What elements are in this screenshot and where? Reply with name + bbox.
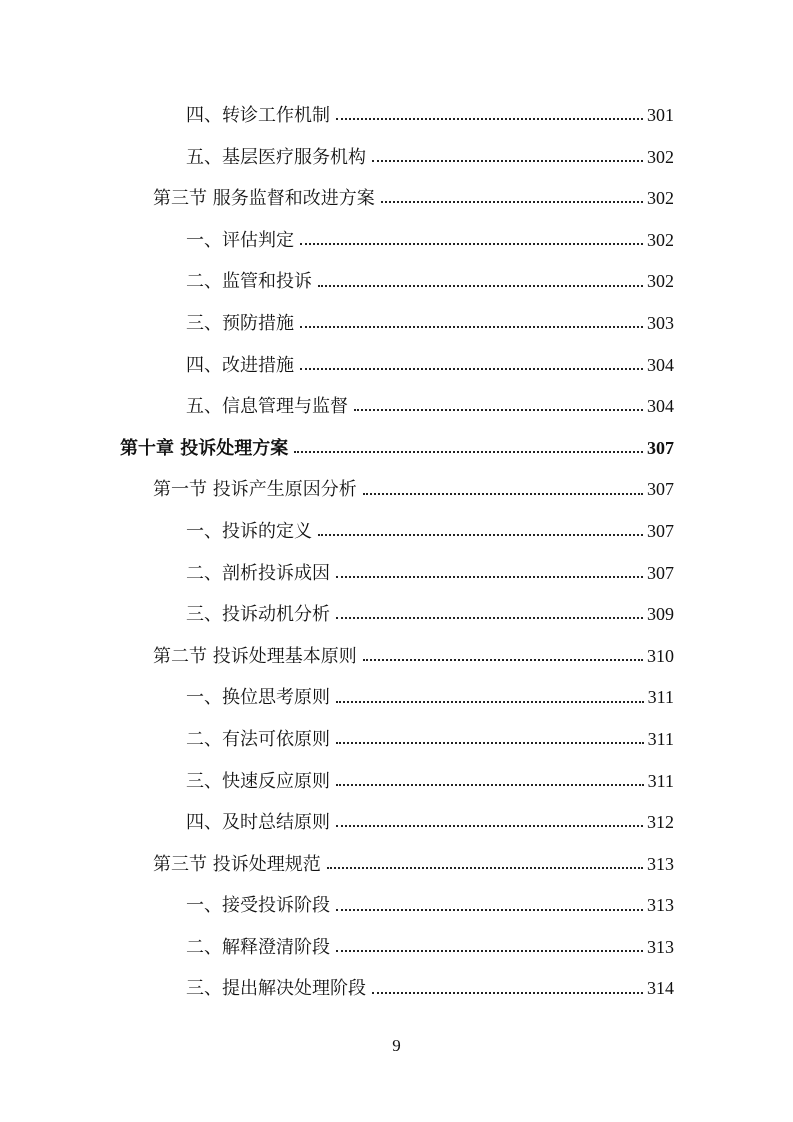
toc-dot-leader xyxy=(300,325,643,328)
toc-dot-leader xyxy=(372,991,643,994)
toc-entry-title: 四、转诊工作机制 xyxy=(186,105,330,126)
toc-dot-leader xyxy=(327,866,643,869)
toc-entry-page: 310 xyxy=(647,645,674,666)
toc-entry[interactable] xyxy=(0,428,793,470)
toc-dot-leader xyxy=(336,908,643,911)
toc-entry[interactable] xyxy=(0,511,793,553)
toc-dot-leader xyxy=(300,242,643,245)
toc-entry-page: 302 xyxy=(647,146,674,167)
toc-entry[interactable] xyxy=(0,719,793,761)
toc-entry[interactable] xyxy=(0,469,793,511)
toc-entry-title: 三、预防措施 xyxy=(186,312,294,334)
toc-dot-leader xyxy=(372,159,643,162)
toc-dot-leader xyxy=(363,658,643,661)
toc-entry[interactable] xyxy=(0,137,793,179)
toc-entry[interactable] xyxy=(0,220,793,262)
toc-dot-leader xyxy=(336,575,643,578)
toc-dot-leader xyxy=(336,117,643,120)
toc-entry-title: 第二节 投诉处理基本原则 xyxy=(153,645,357,667)
toc-entry-page: 304 xyxy=(647,354,674,375)
toc-entry-title: 二、有法可依原则 xyxy=(186,728,330,750)
toc-dot-leader xyxy=(336,741,644,744)
toc-entry[interactable] xyxy=(0,968,793,1010)
toc-entry-page: 302 xyxy=(647,229,674,250)
toc-dot-leader xyxy=(354,408,643,411)
page-number: 9 xyxy=(392,1036,401,1055)
toc-entry-title: 一、投诉的定义 xyxy=(186,520,312,542)
toc-dot-leader xyxy=(336,616,643,619)
toc-entry-title: 第十章 投诉处理方案 xyxy=(120,437,289,459)
toc-entry-title: 一、换位思考原则 xyxy=(186,687,330,709)
toc-dot-leader xyxy=(318,533,643,536)
toc-entry[interactable] xyxy=(0,553,793,595)
toc-entry-title: 三、快速反应原则 xyxy=(186,770,330,792)
toc-entry-title: 二、监管和投诉 xyxy=(186,271,312,293)
toc-entry[interactable] xyxy=(0,345,793,387)
toc-dot-leader xyxy=(381,200,643,203)
toc-entry-title: 第三节 投诉处理规范 xyxy=(153,853,321,875)
toc-dot-leader xyxy=(318,284,643,287)
toc-entry[interactable] xyxy=(0,178,793,220)
toc-entry[interactable] xyxy=(0,927,793,969)
toc-entry[interactable] xyxy=(0,802,793,844)
toc-entry-title: 三、提出解决处理阶段 xyxy=(186,978,366,1000)
toc-entry-page: 313 xyxy=(647,853,674,874)
toc-entry-page: 307 xyxy=(647,479,674,500)
toc-entry[interactable] xyxy=(0,885,793,927)
toc-entry[interactable] xyxy=(0,261,793,303)
toc-entry-page: 302 xyxy=(647,188,674,209)
toc-entry-page: 307 xyxy=(647,520,674,541)
toc-dot-leader xyxy=(336,824,643,827)
toc-dot-leader xyxy=(363,492,643,495)
toc-dot-leader xyxy=(336,700,644,703)
toc-entry[interactable] xyxy=(0,761,793,803)
toc-entry-title: 四、改进措施 xyxy=(186,354,294,376)
toc-dot-leader xyxy=(336,783,644,786)
toc-entry-page: 307 xyxy=(647,437,674,458)
toc-entry-title: 五、基层医疗服务机构 xyxy=(186,146,366,168)
toc-entry-page: 302 xyxy=(647,271,674,292)
toc-entry-page: 301 xyxy=(647,105,674,125)
toc-entry-title: 二、解释澄清阶段 xyxy=(186,936,330,958)
toc-entry[interactable] xyxy=(0,844,793,886)
toc-entry-page: 303 xyxy=(647,312,674,333)
table-of-contents xyxy=(0,95,793,1010)
toc-entry-page: 313 xyxy=(647,936,674,957)
toc-dot-leader xyxy=(300,367,643,370)
toc-entry-title: 三、投诉动机分析 xyxy=(186,604,330,626)
toc-entry[interactable] xyxy=(0,677,793,719)
toc-entry-page: 304 xyxy=(647,396,674,417)
toc-entry-title: 第三节 服务监督和改进方案 xyxy=(153,188,375,210)
toc-entry[interactable] xyxy=(0,386,793,428)
toc-entry[interactable] xyxy=(0,636,793,678)
toc-entry[interactable] xyxy=(0,303,793,345)
toc-dot-leader xyxy=(294,450,643,453)
toc-entry-page: 311 xyxy=(647,687,674,708)
toc-entry-title: 四、及时总结原则 xyxy=(186,812,330,834)
toc-entry-page: 307 xyxy=(647,562,674,583)
toc-dot-leader xyxy=(336,949,643,952)
toc-entry[interactable] xyxy=(0,95,793,137)
toc-entry-page: 313 xyxy=(647,895,674,916)
toc-entry-title: 二、剖析投诉成因 xyxy=(186,562,330,584)
toc-entry-title: 一、评估判定 xyxy=(186,229,294,251)
toc-entry-page: 311 xyxy=(647,770,674,791)
toc-entry-page: 311 xyxy=(647,728,674,749)
toc-entry-page: 314 xyxy=(647,978,674,999)
toc-entry-title: 第一节 投诉产生原因分析 xyxy=(153,479,357,501)
toc-entry-title: 五、信息管理与监督 xyxy=(186,396,348,418)
toc-entry[interactable] xyxy=(0,594,793,636)
toc-entry-page: 312 xyxy=(647,812,674,833)
toc-entry-title: 一、接受投诉阶段 xyxy=(186,895,330,917)
toc-entry-page: 309 xyxy=(647,604,674,625)
